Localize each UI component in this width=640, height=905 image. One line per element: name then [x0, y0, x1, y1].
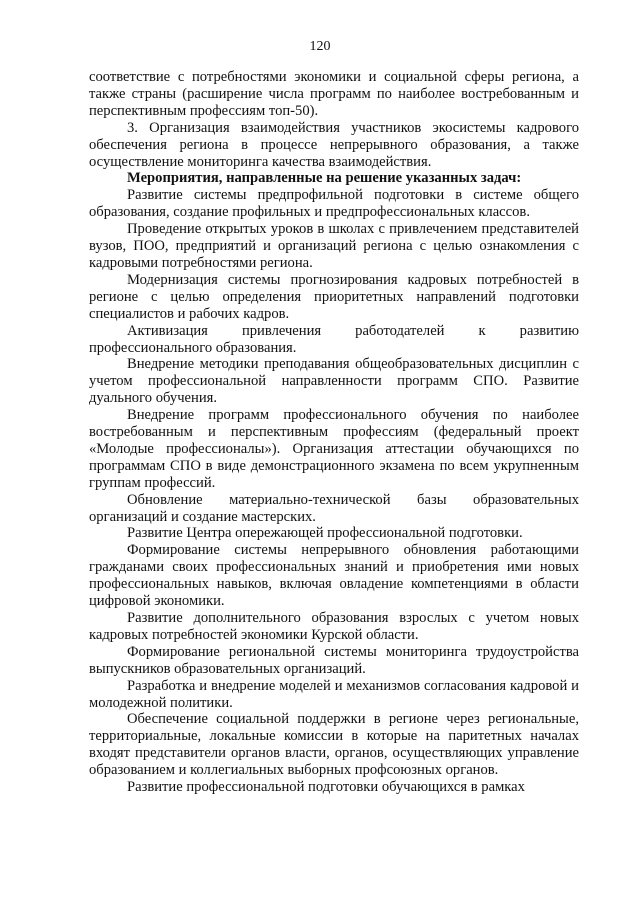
paragraph: Развитие Центра опережающей профессиональной подготовки. [127, 525, 523, 542]
page-number: 120 [309, 39, 331, 54]
paragraph: Развитие системы предпрофильной подготовки в системе общего образования, создание профильных и предпрофессиональных классов. [89, 187, 579, 221]
paragraph: Модернизация системы прогнозирования кадровых потребностей в регионе с целью определения приоритетных направлений подготовки специалистов и рабочих кадров. [89, 271, 579, 322]
paragraph: Обновление материально-технической базы образовательных организаций и создание мастерских. [89, 491, 579, 525]
paragraph-item-3: 3. Организация взаимодействия участников экосистемы кадрового обеспечения региона в процессе непрерывного образования, а также осуществление мониторинга качества взаимодействия. [89, 119, 579, 170]
paragraph: Разработка и внедрение моделей и механизмов согласования кадровой и молодежной политики. [89, 677, 579, 711]
paragraph: Развитие дополнительного образования взрослых с учетом новых кадровых потребностей экономики Курской области. [89, 610, 579, 643]
paragraph: Обеспечение социальной поддержки в регионе через региональные, территориальные, локальные комиссии в которые на паритетных началах входят представители органов власти, органов, осуществляющих управление образованием и коллегиальных выборных профсоюзных органов. [89, 711, 579, 779]
paragraph: Проведение открытых уроков в школах с привлечением представителей вузов, ПОО, предприятий и организаций региона с целью ознакомления с кадровыми потребностями региона. [89, 221, 579, 271]
section-heading: Мероприятия, направленные на решение указанных задач: [127, 170, 522, 187]
body-text [89, 69, 579, 796]
paragraph: Активизация привлечения работодателей к развитию профессионального образования. [89, 322, 579, 356]
paragraph: Внедрение методики преподавания общеобразовательных дисциплин с учетом профессиональной направленности программ СПО. Развитие дуального обучения. [89, 356, 579, 407]
paragraph: Внедрение программ профессионального обучения по наиболее востребованным и перспективным профессиям (федеральный проект «Молодые профессионалы»). Организация аттестации обучающихся по программам СПО в виде демонстрационного экзамена по всем укрупненным группам профессий. [89, 407, 579, 491]
paragraph: Развитие профессиональной подготовки обучающихся в рамках [127, 779, 525, 796]
paragraph-continuation: соответствие с потребностями экономики и социальной сферы региона, а также страны (расширение числа программ по наиболее востребованным и перспективным профессиям топ-50). [89, 69, 579, 119]
paragraph: Формирование системы непрерывного обновления работающими гражданами своих профессиональных знаний и приобретения ими новых профессиональных навыков, включая овладение компетенциями в области цифровой экономики. [89, 542, 579, 610]
paragraph: Формирование региональной системы мониторинга трудоустройства выпускников образовательных организаций. [89, 643, 579, 677]
